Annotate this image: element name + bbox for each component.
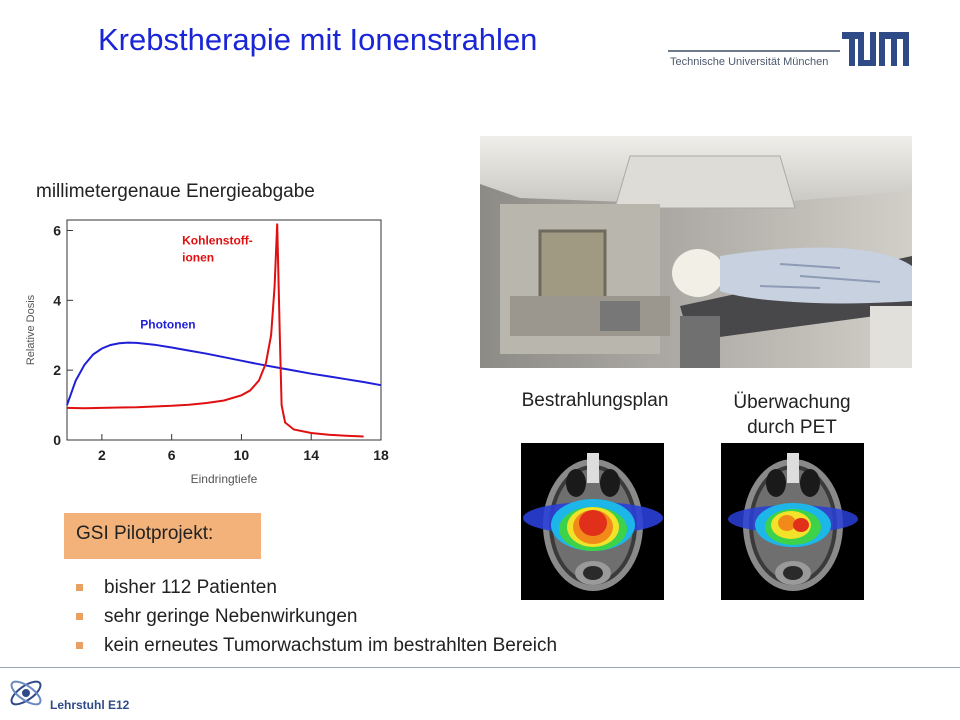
y-tick-label: 0 [53, 432, 61, 448]
y-tick-label: 4 [53, 292, 61, 309]
list-item [76, 573, 557, 602]
series-line-0 [67, 343, 381, 406]
bullet-text: sehr geringe Nebenwirkungen [104, 606, 358, 627]
tum-logo [842, 30, 910, 70]
series-label-carbon: ionen [182, 250, 215, 265]
pet-label-line2: durch PET [747, 417, 837, 438]
dose-depth-chart [14, 215, 394, 495]
pet-monitoring-label [712, 390, 872, 440]
pet-label-line1: Überwachung [733, 392, 851, 413]
bullet-text: bisher 112 Patienten [104, 577, 277, 598]
university-name: Technische Universität München [670, 56, 829, 68]
treatment-room-photo [480, 136, 912, 368]
chart-heading: millimetergenaue Energieabgabe [36, 181, 315, 202]
x-tick-label: 10 [233, 447, 250, 463]
pet-ct-image [721, 443, 864, 600]
list-item [76, 631, 557, 660]
header-divider [668, 50, 840, 52]
x-axis-label: Eindringtiefe [190, 472, 258, 486]
bullet-icon [76, 613, 83, 620]
x-tick-label: 14 [303, 447, 320, 463]
series-line-1 [67, 224, 364, 437]
treatment-plan-label: Bestrahlungsplan [521, 390, 669, 411]
series-label-carbon: Kohlenstoff- [182, 233, 253, 248]
footer-label: Lehrstuhl E12 [50, 698, 130, 712]
x-tick-label: 2 [97, 447, 106, 463]
x-tick-label: 6 [167, 447, 176, 463]
bullet-list [76, 573, 557, 660]
bullet-text: kein erneutes Tumorwachstum im bestrahlten Bereich [104, 635, 558, 656]
atom-logo-icon [6, 672, 46, 714]
y-tick-label: 6 [53, 222, 61, 239]
bullet-icon [76, 642, 83, 649]
list-item [76, 602, 557, 631]
y-tick-label: 2 [53, 362, 61, 379]
page-title: Krebstherapie mit Ionenstrahlen [98, 22, 538, 57]
y-axis-label: Relative Dosis [25, 294, 37, 366]
bullet-icon [76, 584, 83, 591]
footer-divider [0, 667, 960, 668]
x-tick-label: 18 [373, 447, 389, 463]
series-label-photons: Photonen [140, 317, 196, 332]
project-label: GSI Pilotprojekt: [76, 523, 214, 544]
